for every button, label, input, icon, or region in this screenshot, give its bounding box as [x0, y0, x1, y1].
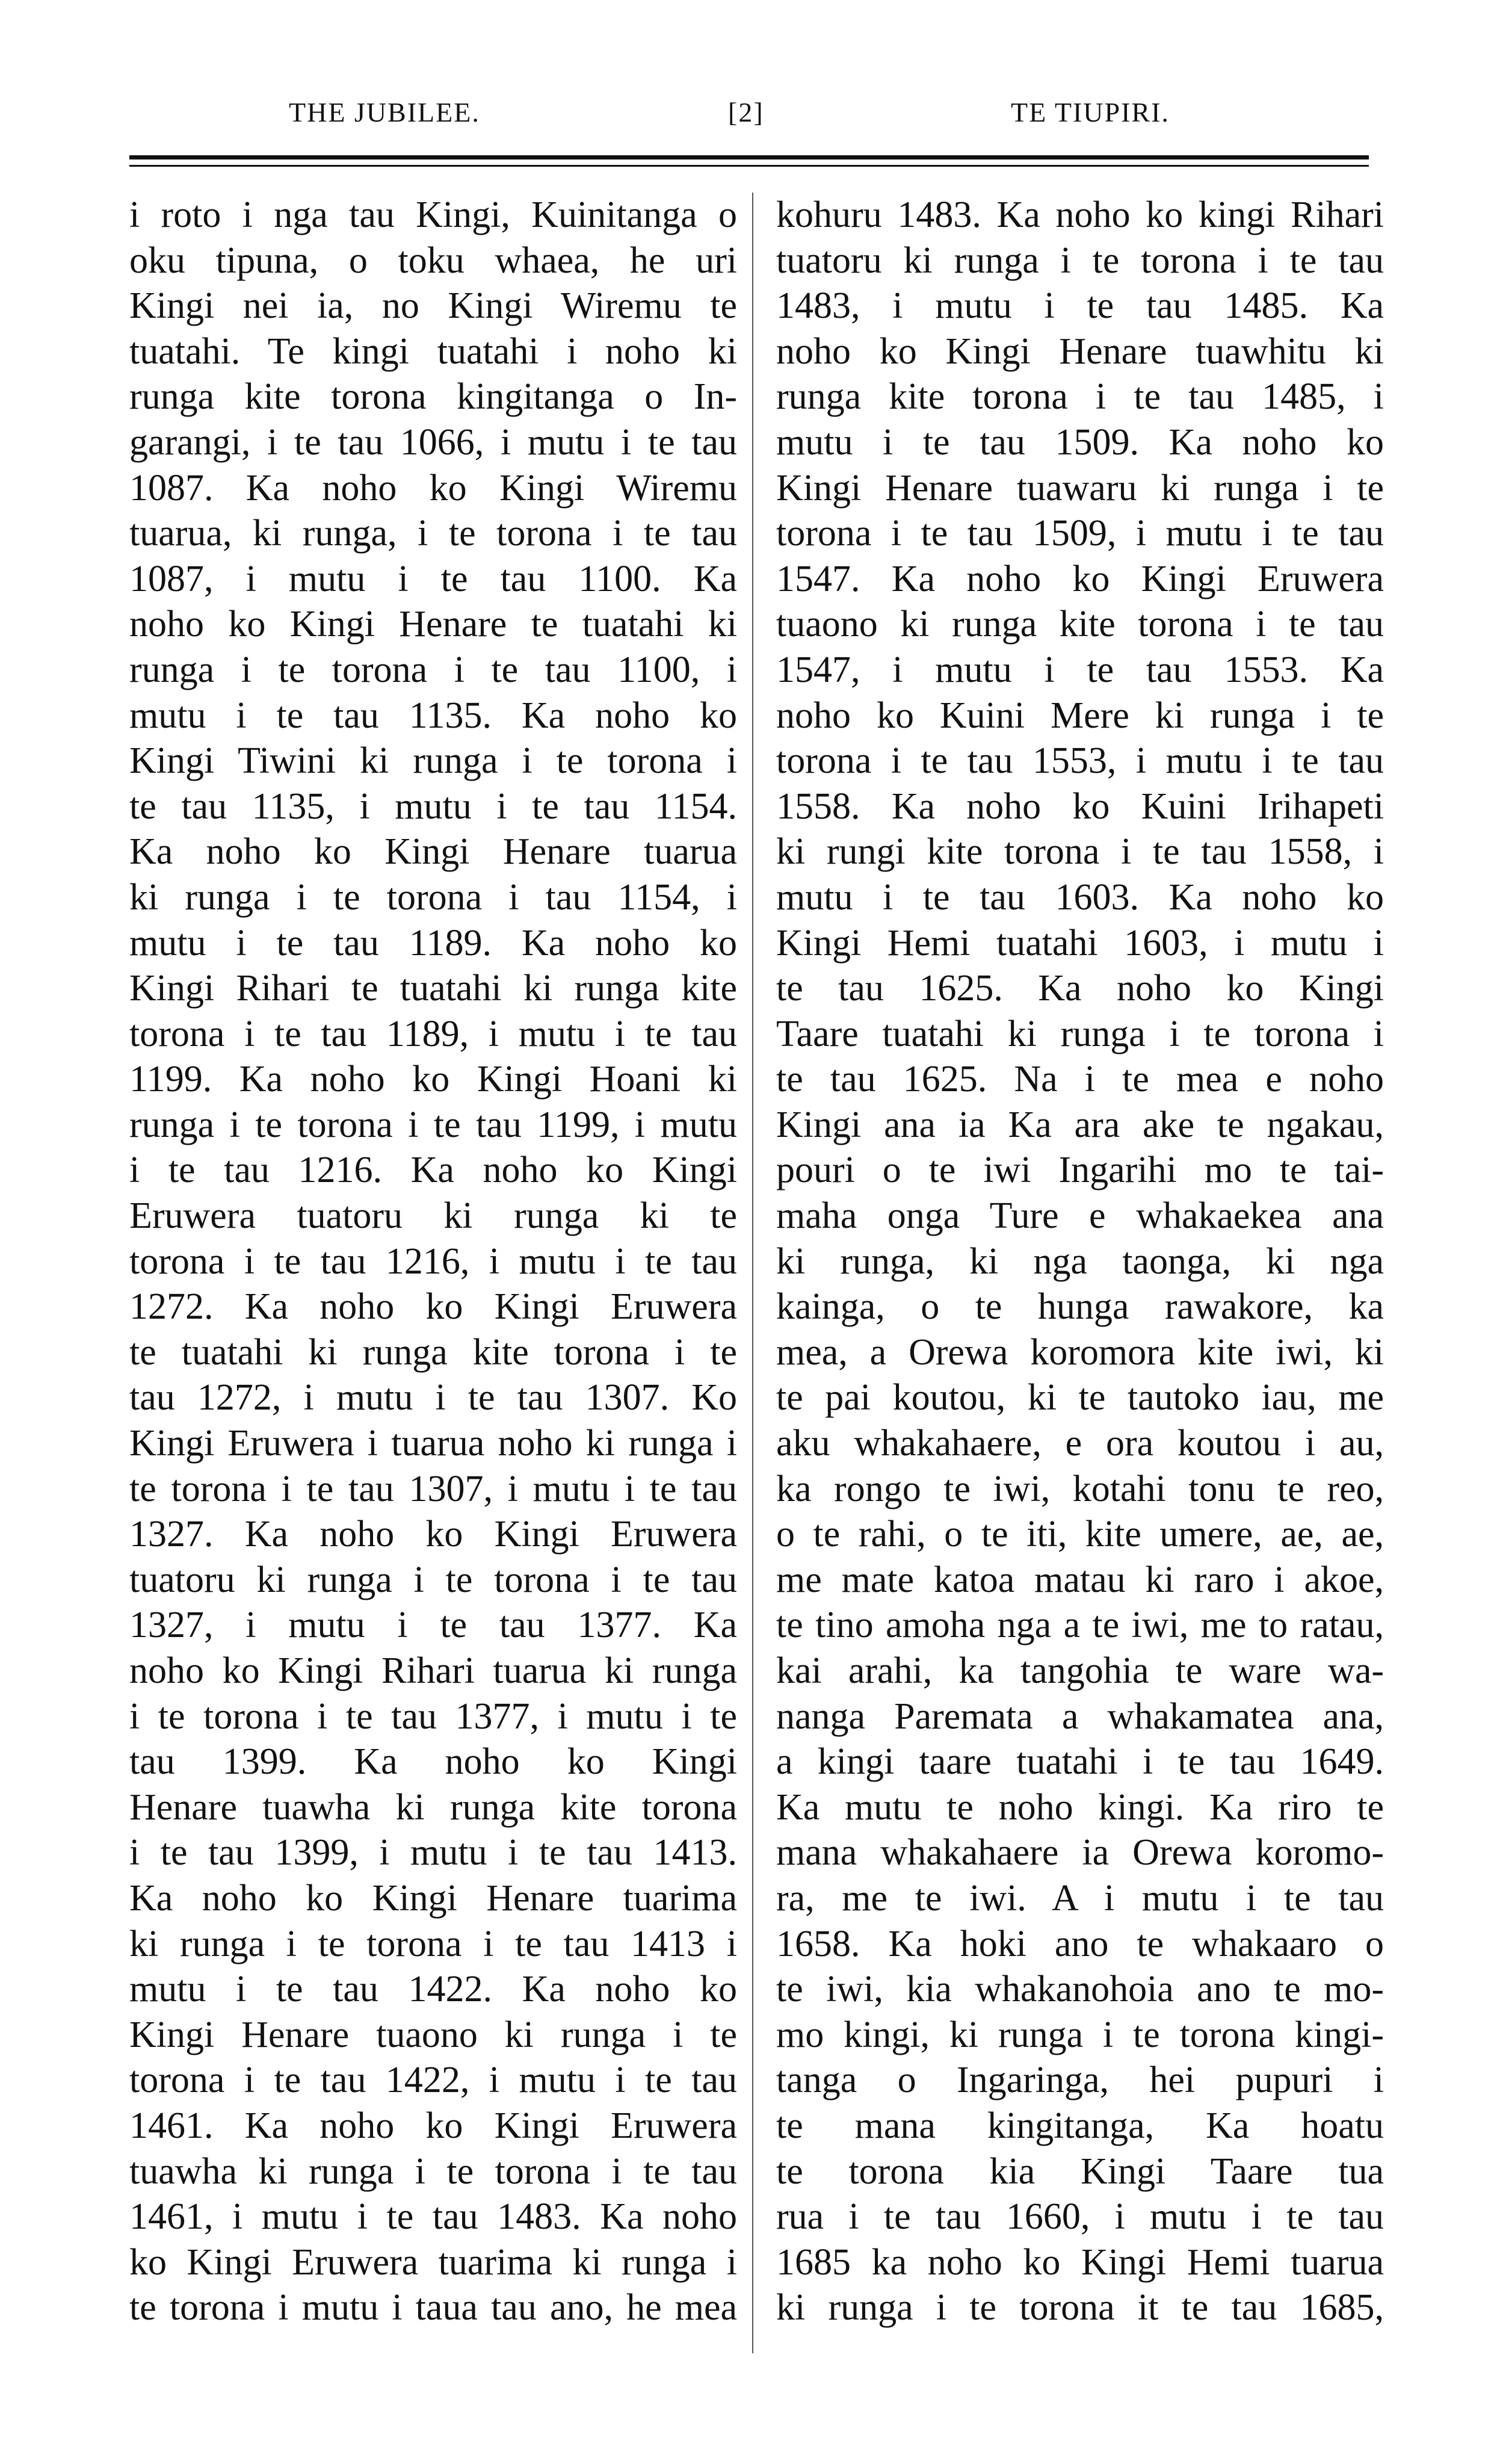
- text-line: te pai koutou, ki te tautoko iau, me: [776, 1377, 1384, 1419]
- text-line: mutu i te tau 1189. Ka noho ko: [129, 922, 737, 964]
- text-line: tuarua, ki runga, i te torona i te tau: [129, 513, 737, 554]
- text-line: Kingi Hemi tuatahi 1603, i mutu i: [776, 922, 1384, 964]
- text-line: ki runga i te torona it te tau 1685,: [776, 2287, 1384, 2329]
- text-line: ki runga i te torona i tau 1154, i: [129, 876, 737, 918]
- text-line: tuaono ki runga kite torona i te tau: [776, 604, 1384, 645]
- text-line: te tau 1625. Ka noho ko Kingi: [776, 968, 1384, 1009]
- text-line: runga kite torona kingitanga o In-: [129, 376, 737, 418]
- text-line: noho ko Kingi Rihari tuarua ki runga: [129, 1650, 737, 1691]
- running-title-english: THE JUBILEE.: [289, 97, 480, 128]
- text-line: kai arahi, ka tangohia te ware wa-: [776, 1650, 1384, 1691]
- text-line: aku whakahaere, e ora koutou i au,: [776, 1423, 1384, 1464]
- text-line: Ka noho ko Kingi Henare tuarima: [129, 1877, 737, 1919]
- text-line: i te tau 1399, i mutu i te tau 1413.: [129, 1832, 737, 1874]
- header-rule-thick: [129, 155, 1369, 159]
- text-line: i roto i nga tau Kingi, Kuinitanga o: [129, 194, 737, 235]
- text-line: te torona i te tau 1307, i mutu i te tau: [129, 1468, 737, 1509]
- text-line: Kingi Eruwera i tuarua noho ki runga i: [129, 1423, 737, 1464]
- text-line: runga i te torona i te tau 1100, i: [129, 649, 737, 690]
- text-line: mutu i te tau 1603. Ka noho ko: [776, 876, 1384, 918]
- text-line: mutu i te tau 1509. Ka noho ko: [776, 421, 1384, 463]
- text-line: 1547. Ka noho ko Kingi Eruwera: [776, 558, 1384, 599]
- text-line: torona i te tau 1189, i mutu i te tau: [129, 1013, 737, 1054]
- text-line: runga i te torona i te tau 1199, i mutu: [129, 1104, 737, 1145]
- text-line: Ka mutu te noho kingi. Ka riro te: [776, 1786, 1384, 1828]
- text-line: 1087, i mutu i te tau 1100. Ka: [129, 558, 737, 599]
- text-line: noho ko Kuini Mere ki runga i te: [776, 695, 1384, 736]
- text-line: 1199. Ka noho ko Kingi Hoani ki: [129, 1059, 737, 1100]
- text-line: ka rongo te iwi, kotahi tonu te reo,: [776, 1468, 1384, 1509]
- text-line: te tuatahi ki runga kite torona i te: [129, 1331, 737, 1373]
- text-line: tuatahi. Te kingi tuatahi i noho ki: [129, 330, 737, 372]
- page-header: [0, 96, 1497, 138]
- text-line: te tino amoha nga a te iwi, me to ratau,: [776, 1605, 1384, 1646]
- text-line: Henare tuawha ki runga kite torona: [129, 1786, 737, 1828]
- text-line: Ka noho ko Kingi Henare tuarua: [129, 831, 737, 873]
- text-line: tau 1399. Ka noho ko Kingi: [129, 1741, 737, 1783]
- text-line: noho ko Kingi Henare tuawhitu ki: [776, 330, 1384, 372]
- text-line: Eruwera tuatoru ki runga ki te: [129, 1195, 737, 1237]
- column-divider: [752, 193, 753, 2353]
- text-line: ko Kingi Eruwera tuarima ki runga i: [129, 2241, 737, 2283]
- text-line: kohuru 1483. Ka noho ko kingi Rihari: [776, 194, 1384, 235]
- text-line: ki rungi kite torona i te tau 1558, i: [776, 831, 1384, 873]
- text-line: mana whakahaere ia Orewa koromo-: [776, 1832, 1384, 1874]
- header-rule-thin: [129, 165, 1369, 167]
- text-line: 1658. Ka hoki ano te whakaaro o: [776, 1923, 1384, 1964]
- text-line: tanga o Ingaringa, hei pupuri i: [776, 2060, 1384, 2101]
- text-line: Kingi nei ia, no Kingi Wiremu te: [129, 285, 737, 327]
- text-line: Taare tuatahi ki runga i te torona i: [776, 1013, 1384, 1054]
- text-line: a kingi taare tuatahi i te tau 1649.: [776, 1741, 1384, 1783]
- left-text-column: [129, 193, 737, 2331]
- text-line: runga kite torona i te tau 1485, i: [776, 376, 1384, 418]
- text-line: torona i te tau 1216, i mutu i te tau: [129, 1240, 737, 1282]
- text-line: tuawha ki runga i te torona i te tau: [129, 2150, 737, 2192]
- text-line: ki runga i te torona i te tau 1413 i: [129, 1923, 737, 1964]
- text-line: 1087. Ka noho ko Kingi Wiremu: [129, 467, 737, 509]
- text-line: i te torona i te tau 1377, i mutu i te: [129, 1695, 737, 1737]
- text-line: te tau 1625. Na i te mea e noho: [776, 1059, 1384, 1100]
- text-line: mea, a Orewa koromora kite iwi, ki: [776, 1331, 1384, 1373]
- text-line: ra, me te iwi. A i mutu i te tau: [776, 1877, 1384, 1919]
- text-line: mutu i te tau 1135. Ka noho ko: [129, 695, 737, 736]
- text-line: 1461. Ka noho ko Kingi Eruwera: [129, 2105, 737, 2146]
- text-line: Kingi Rihari te tuatahi ki runga kite: [129, 968, 737, 1009]
- text-line: te torona kia Kingi Taare tua: [776, 2150, 1384, 2192]
- text-line: tuatoru ki runga i te torona i te tau: [129, 1559, 737, 1600]
- text-line: mo kingi, ki runga i te torona kingi-: [776, 2014, 1384, 2055]
- right-text-column: [776, 193, 1384, 2331]
- text-line: ki runga, ki nga taonga, ki nga: [776, 1240, 1384, 1282]
- text-line: 1483, i mutu i te tau 1485. Ka: [776, 285, 1384, 327]
- text-line: Kingi Henare tuawaru ki runga i te: [776, 467, 1384, 509]
- text-line: 1327, i mutu i te tau 1377. Ka: [129, 1605, 737, 1646]
- text-line: nanga Paremata a whakamatea ana,: [776, 1695, 1384, 1737]
- text-line: 1272. Ka noho ko Kingi Eruwera: [129, 1286, 737, 1328]
- text-line: maha onga Ture e whakaekea ana: [776, 1195, 1384, 1237]
- text-line: torona i te tau 1553, i mutu i te tau: [776, 740, 1384, 782]
- text-line: rua i te tau 1660, i mutu i te tau: [776, 2196, 1384, 2238]
- text-line: te tau 1135, i mutu i te tau 1154.: [129, 785, 737, 827]
- text-line: me mate katoa matau ki raro i akoe,: [776, 1559, 1384, 1600]
- text-line: pouri o te iwi Ingarihi mo te tai-: [776, 1150, 1384, 1191]
- text-line: Kingi Tiwini ki runga i te torona i: [129, 740, 737, 782]
- text-line: garangi, i te tau 1066, i mutu i te tau: [129, 421, 737, 463]
- text-line: noho ko Kingi Henare te tuatahi ki: [129, 604, 737, 645]
- text-line: tau 1272, i mutu i te tau 1307. Ko: [129, 1377, 737, 1419]
- text-line: tuatoru ki runga i te torona i te tau: [776, 240, 1384, 281]
- page-number: [2]: [728, 97, 764, 128]
- text-line: te iwi, kia whakanohoia ano te mo-: [776, 1969, 1384, 2010]
- text-line: te torona i mutu i taua tau ano, he mea: [129, 2287, 737, 2329]
- text-line: mutu i te tau 1422. Ka noho ko: [129, 1969, 737, 2010]
- text-line: 1327. Ka noho ko Kingi Eruwera: [129, 1514, 737, 1555]
- text-line: Kingi Henare tuaono ki runga i te: [129, 2014, 737, 2055]
- text-line: oku tipuna, o toku whaea, he uri: [129, 240, 737, 281]
- text-line: 1558. Ka noho ko Kuini Irihapeti: [776, 785, 1384, 827]
- text-line: Kingi ana ia Ka ara ake te ngakau,: [776, 1104, 1384, 1145]
- text-line: 1547, i mutu i te tau 1553. Ka: [776, 649, 1384, 690]
- running-title-maori: TE TIUPIRI.: [1011, 97, 1170, 128]
- text-line: 1685 ka noho ko Kingi Hemi tuarua: [776, 2241, 1384, 2283]
- text-line: torona i te tau 1422, i mutu i te tau: [129, 2060, 737, 2101]
- text-line: o te rahi, o te iti, kite umere, ae, ae,: [776, 1514, 1384, 1555]
- text-line: te mana kingitanga, Ka hoatu: [776, 2105, 1384, 2146]
- text-line: torona i te tau 1509, i mutu i te tau: [776, 513, 1384, 554]
- text-line: i te tau 1216. Ka noho ko Kingi: [129, 1150, 737, 1191]
- text-line: 1461, i mutu i te tau 1483. Ka noho: [129, 2196, 737, 2238]
- text-line: kainga, o te hunga rawakore, ka: [776, 1286, 1384, 1328]
